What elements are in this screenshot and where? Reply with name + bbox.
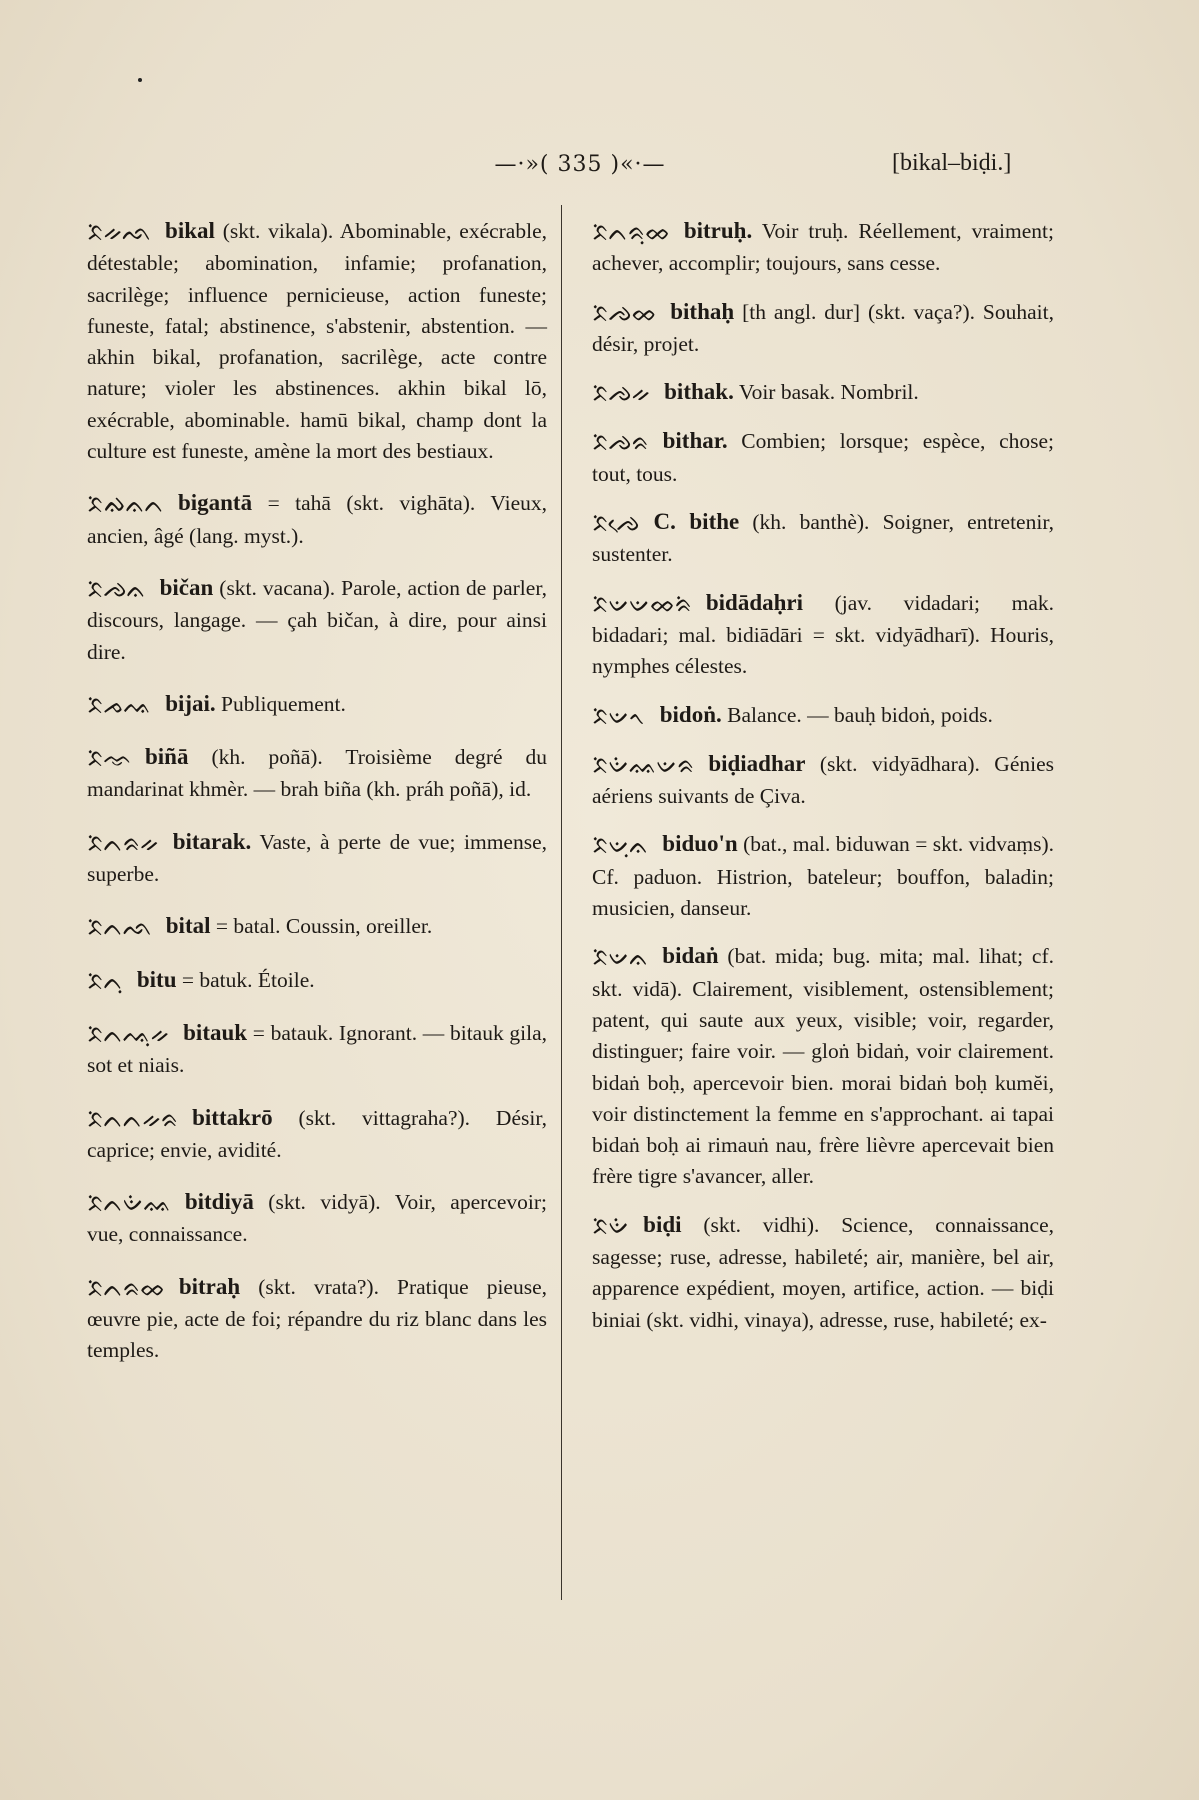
headword: bikal [165, 218, 215, 243]
definition: (skt. vidhi). Science, connaissance, sagesse; ruse, adresse, habileté; air, manière, bel air, apparence expédient, moyen, artifice, action. — biḍi biniai (skt. vidhi, vinaya), adresse, ruse, habileté; ex- [592, 1212, 1054, 1332]
entry-bithah [592, 296, 1054, 361]
cham-script: ᨅᨗᨌᨖ [592, 298, 657, 327]
right-column [592, 215, 1054, 1352]
entry-bidon [592, 699, 1054, 732]
entry-bitruh [592, 215, 1054, 280]
cham-script: ᨅᨗᨉᨘᨊ [592, 831, 649, 860]
definition: (jav. vidadari; mak. bidadari; mal. bidiādāri = skt. vidyādharī). Houris, nymphes célestes. [592, 590, 1054, 679]
definition: Voir basak. Nombril. [738, 380, 919, 405]
entry-bitrah [87, 1271, 547, 1367]
definition: (skt. vittagraha?). Désir, caprice; envie, avidité. [87, 1105, 548, 1162]
headword: bithar. [662, 428, 728, 454]
definition: (kh. poñā). Troisième degré du mandarinat khmèr. — brah biña (kh. práh poñā), id. [87, 745, 547, 802]
cham-script: ᨅᨗᨈᨑᨀ [87, 828, 159, 857]
running-head: [bikal–biḍi.] [892, 150, 1012, 176]
entry-bithar [592, 425, 1054, 490]
cham-script: ᨅᨗᨌᨙ [592, 509, 640, 538]
definition: = tahā (skt. vighāta). Vieux, ancien, âgé (lang. myst.). [87, 491, 548, 548]
cham-script: ᨅᨗᨈᨘ [87, 966, 123, 995]
stray-dot [138, 78, 142, 82]
cham-script: ᨅᨗᨍᨕ [87, 690, 152, 719]
definition: Voir truḥ. Réellement, vraiment; achever, accomplir; toujours, sans cesse. [592, 219, 1054, 276]
definition: (bat. mida; bug. mita; mal. lihat; cf. skt. vidā). Clairement, visiblement, ostensiblement; patent, qui saute aux yeux, visible; voir, regarder, distinguer; faire voir. — gloṅ bidaṅ, voir clairement. bidaṅ boḥ, apercevoir bien. morai bidaṅ boḥ kumĕi, voir distinctement la femme en s'approchant. ai tapai bidaṅ boḥ ai rimauṅ nau, frère lièvre apercevait bien frère tigre s'avancer, aller. [592, 944, 1055, 1189]
headword: bidādaḥri [705, 589, 804, 615]
headword: bitruḥ. [683, 218, 753, 243]
definition: (skt. vacana). Parole, action de parler, discours, langage. — çah bičan, à dire, pour ainsi dire. [87, 575, 547, 664]
entry-bital [87, 910, 547, 943]
definition: Balance. — bauḥ bidoṅ, poids. [727, 702, 993, 727]
entry-bithak [592, 376, 1054, 409]
cham-script: ᨅᨗᨌᨑ [592, 428, 649, 457]
definition: = batauk. Ignorant. — bitauk gila, sot et niais. [87, 1020, 548, 1078]
cham-script: ᨅᨗᨈᨈᨀᨑ [87, 1104, 179, 1133]
entry-bitauk [87, 1017, 547, 1082]
cham-script: ᨅᨗᨈᨑᨘᨖ [592, 218, 670, 246]
entry-bithe [592, 506, 1054, 571]
headword: biḍi [643, 1211, 682, 1237]
definition: (bat., mal. biduwan = skt. vidvaṃs). Cf. paduon. Histrion, bateleur; bouffon, baladin; musicien, danseur. [592, 832, 1054, 921]
headword: bithak. [664, 379, 734, 405]
headword: bitu [136, 966, 177, 992]
entry-bijai [87, 688, 547, 721]
headword: bigantā [177, 490, 253, 516]
headword: bittakrō [192, 1104, 273, 1130]
headword: bitraḥ [178, 1273, 241, 1299]
definition: Publiquement. [221, 691, 346, 716]
cham-script: ᨅᨗᨈᨕᨘᨀ [87, 1019, 170, 1048]
definition: Combien; lorsque; espèce, chose; tout, tous. [592, 429, 1054, 486]
cham-script: ᨅᨗᨎ [87, 744, 131, 773]
entry-bidadahri [592, 587, 1054, 683]
headword: bitauk [183, 1019, 248, 1045]
headword: bital [165, 913, 211, 939]
entry-bitarak [87, 826, 547, 891]
headword: biñā [144, 744, 189, 770]
definition: (skt. vikala). Abominable, exécrable, détestable; abomination, infamie; profanation, sacrilège; influence pernicieuse, action funeste; funeste, fatal; abstinence, s'abstenir, abstention. — akhin bikal, profanation, sacrilège, acte contre nature; violer les abstinences. akhin bikal lō, exécrable, abominable. hamū bikal, champ dont la culture est funeste, amène la mort des bestiaux. [87, 219, 547, 464]
definition: (skt. vidyā). Voir, apercevoir; vue, connaissance. [87, 1190, 547, 1247]
definition: [th angl. dur] (skt. vaça?). Souhait, désir, projet. [592, 299, 1055, 356]
column-divider [561, 205, 562, 1600]
headword: bidoṅ. [659, 701, 722, 727]
entry-bittakro [87, 1102, 547, 1167]
cham-script: ᨅᨗᨉᨉᨖᨑᨗ [592, 589, 692, 618]
entry-bidi [592, 1209, 1054, 1336]
headword: C. bithe [653, 509, 740, 535]
definition: (kh. banthè). Soigner, entretenir, sustenter. [592, 510, 1054, 567]
headword: bičan [159, 574, 214, 600]
cham-script: ᨅᨗᨁᨊᨈ [87, 490, 164, 519]
entry-bitu [87, 964, 547, 997]
entry-bikal [87, 215, 547, 467]
definition: = batal. Coussin, oreiller. [215, 914, 433, 939]
headword: bitdiyā [184, 1189, 254, 1215]
entry-biduon [592, 828, 1054, 924]
definition: = batuk. Étoile. [181, 967, 315, 992]
cham-script: ᨅᨗᨀᨒ [87, 218, 152, 246]
entry-bidan [592, 940, 1054, 1192]
definition: (skt. vidyādhara). Génies aériens suivants de Çiva. [592, 751, 1055, 809]
cham-script: ᨅᨗᨌᨊ [87, 574, 146, 603]
cham-script: ᨅᨗᨉᨗ [592, 1211, 630, 1240]
definition: (skt. vrata?). Pratique pieuse, œuvre pie, acte de foi; répandre du riz blanc dans les temples. [87, 1274, 548, 1363]
cham-script: ᨅᨗᨈᨉᨗᨐ [87, 1189, 171, 1218]
page-number: —·»( 335 )«·— [494, 152, 666, 177]
definition: Vaste, à perte de vue; immense, superbe. [87, 829, 547, 887]
entry-bidiadhar [592, 748, 1054, 813]
entry-biganta [87, 487, 547, 552]
headword: bithaḥ [670, 298, 735, 324]
cham-script: ᨅᨗᨉᨗᨐᨉᨑ [592, 750, 695, 779]
cham-script: ᨅᨗᨌᨀ [592, 379, 651, 408]
headword: bidaṅ [662, 943, 719, 969]
left-column [87, 215, 547, 1387]
entry-bitdiya [87, 1186, 547, 1251]
cham-script: ᨅᨗᨈᨑᨖ [87, 1273, 165, 1302]
cham-script: ᨅᨗᨉᨚ [592, 701, 646, 730]
headword: bitarak. [172, 828, 252, 854]
cham-script: ᨅᨗᨈᨒ [87, 913, 152, 942]
headword: bijai. [165, 690, 216, 716]
entry-bina [87, 741, 547, 806]
cham-script: ᨅᨗᨉᨊ [592, 943, 649, 972]
headword: biduo'n [662, 831, 738, 857]
headword: biḍiadhar [708, 750, 806, 776]
entry-bican [87, 572, 547, 668]
